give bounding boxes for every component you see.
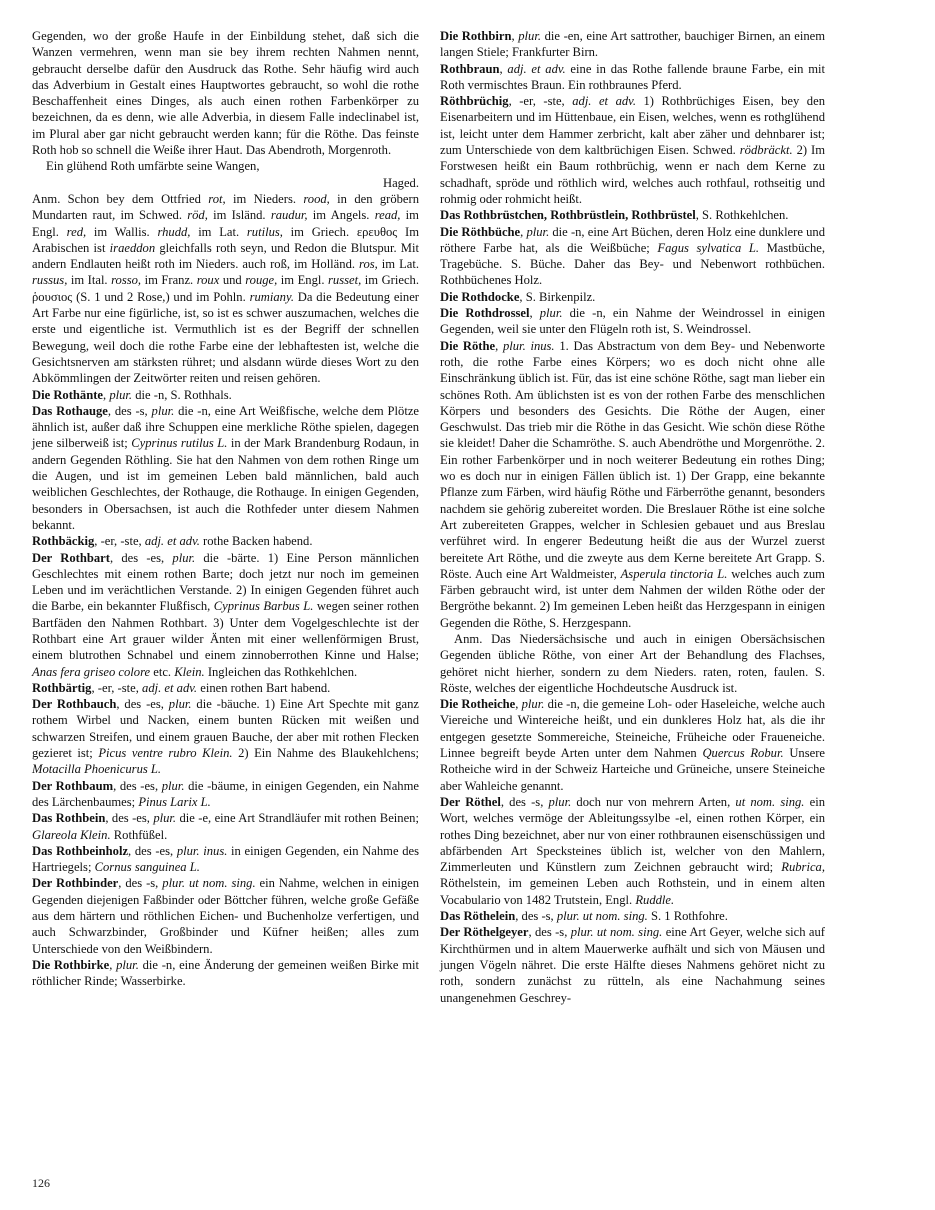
headword: Das Rothbeinholz <box>32 843 129 858</box>
headword: Das Rothauge <box>32 403 108 418</box>
headword: Das Rothbein <box>32 811 106 826</box>
headword: Das Röthelein <box>440 909 516 924</box>
entry-rothdrossel: Die Rothdrossel, plur. die -n, ein Nahme der Weindrossel in einigen Gegenden, weil sie unter den Flügeln roth ist, S. Weindrossel. <box>440 306 825 337</box>
entry-roethelein: Das Röthelein, des -s, plur. ut nom. sing. S. 1 Rothfohre. <box>440 909 728 924</box>
entry-rotheiche: Die Rotheiche, plur. die -n, die gemeine Loh- oder Haseleiche, welche auch Viereiche und Wintereiche heißt, und ein dunkleres Holz hat, als die ihr entgegen gesetzte Sommereiche, Steineiche, Früheiche oder Fraueneiche. Linnee begreift beyde Arten unter dem Nahmen Quercus Robur. Unsere Rotheiche wird in der Schweiz Harteiche und Grüneiche, unsere Steineiche aber Wahleiche genannt. <box>440 697 825 793</box>
headword: Die Rotheiche <box>440 697 516 712</box>
entry-rothbeinholz: Das Rothbeinholz, des -es, plur. inus. in einigen Gegenden, ein Nahme des Hartriegels; Cornus sanguinea L. <box>32 843 419 875</box>
entry-rothbirke: Die Rothbirke, plur. die -n, eine Änderung der gemeinen weißen Birke mit röthlicher Rinde; Wasserbirke. <box>32 957 420 989</box>
entry-rothauge: Das Rothauge, des -s, plur. die -n, eine Art Weißfische, welche dem Plötze ähnlich ist, außer daß ihre Schuppen eine merkliche Röthe spielen, dagegen jene silberweiß ist; Cyprinus rutilus L. in der Mark Brandenburg Rodaun, in andern Gegenden Röthling. Sie hat den Nahmen von dem rothen Ringe um die Augen, und ist im gemeinen Leben bald männlichen, bald auch weiblichen Geschlechtes, der Rothauge, die Rothauge. In einigen Gegenden, besonders in Obersachsen, ist auch die Rothfeder unter diesem Nahmen bekannt. <box>32 403 420 532</box>
headword: Die Röthe <box>440 338 496 353</box>
entry-rothdocke: Die Rothdocke, S. Birkenpilz. <box>440 289 596 304</box>
headword: Die Rothdocke <box>440 289 520 304</box>
headword: Der Röthel <box>440 794 501 809</box>
page-number: 126 <box>32 1176 50 1190</box>
left-column <box>32 28 419 990</box>
roth-continuation-paragraph: Gegenden, wo der große Haufe in der Einbildung stehet, daß sich die Wanzen vermehren, wenn man sie bey ihrem rechten Nahmen nennt, gebraucht derselbe dafür den Ausdruck das Rothe. Sehr häufig wird auch das Adverbium in Gestalt eines Hauptwortes gebraucht, so wohl die rothe Beschaffenheit eines Dinges, als auch einen rothen Farbenkörper zu bezeichnen, da es denn, wie alle Adverbia, in diesem Falle indeclinabel ist, im Plural aber gar nicht gebraucht werden kann; für die Röthe. Das feinste Roth hob so schnell die Weiße ihrer Haut. Das Abendroth, Morgenroth. <box>32 29 419 158</box>
right-column <box>440 28 825 1006</box>
entry-rothbaertig: Rothbärtig, -er, -ste, adj. et adv. einen rothen Bart habend. <box>32 680 331 695</box>
headword: Rothbärtig <box>32 680 92 695</box>
roethe-note: Anm. Das Niedersächsische und auch in einigen Obersächsischen Gegenden übliche Röthe, von einer Art der Behandlung des Flachses, gehöret nicht hierher, sondern zu dem Nieders. raten, roten, faulen. S. Röste, welches der eigentliche Hochdeutsche Ausdruck ist. <box>440 631 825 695</box>
entry-rothbinder: Der Rothbinder, des -s, plur. ut nom. sing. ein Nahme, welchen in einigen Gegenden diejenigen Faßbinder oder Böttcher führen, welche große Gefäße aus dem härtern und röthlichen Eichen- und Buchenholze verfertigen, und auch Schwarzbinder, Großbinder und Küfner heißen; alles zum Unterschiede von den Weißbindern. <box>32 876 420 956</box>
entry-rothbaeckig: Rothbäckig, -er, -ste, adj. et adv. rothe Backen habend. <box>32 534 313 549</box>
headword: Die Rothänte <box>32 387 104 402</box>
headword: Der Rothbaum <box>32 778 114 793</box>
entry-rothbruestchen: Das Rothbrüstchen, Rothbrüstlein, Rothbrüstel, S. Rothkehlchen. <box>440 208 789 223</box>
headword: Die Rothbirn <box>440 29 512 43</box>
headword: Die Rothdrossel <box>440 306 530 321</box>
headword: Die Rothbirke <box>32 957 110 972</box>
headword: Der Rothbauch <box>32 697 117 712</box>
entry-rothbruechig: Röthbrüchig, -er, -ste, adj. et adv. 1) Rothbrüchiges Eisen, bey den Eisenarbeitern und im Hüttenbaue, ein Eisen, welches, wenn es rothglühend ist, leicht unter dem Hammer zerbricht, kalt aber zäher und dehnbarer ist; zum Unterschiede von dem kaltbrüchigen Eisen. Schwed. rödbräckt. 2) Im Forstwesen heißt ein Baum rothbrüchig, wenn er nach dem Kerne zu schadhaft, spröde und röthlich wird, welches auch rothfaul, rothseitig und rohmig oder rohmicht heißt. <box>440 94 826 206</box>
entry-rothbart: Der Rothbart, des -es, plur. die -bärte. 1) Eine Person männlichen Geschlechtes mit einem rothen Barte; doch jetzt nur noch im gemeinen Leben und im verächtlichen Verstande. 2) In einigen Gegenden führet auch die Barbe, ein bekannter Flußfisch, Cyprinus Barbus L. wegen seiner rothen Bartfäden den Nahmen Rothbart. 3) Unter dem Vogelgeschlechte ist der Rothbart eine Art grauer wilder Änten mit einer wellenförmigen Brust, einem blutrothen Schnabel und einem zinnoberrothen Kinne und Halse; Anas fera griseo colore etc. Klein. Ingleichen das Rothkehlchen. <box>32 550 420 679</box>
entry-rothaente: Die Rothänte, plur. die -n, S. Rothhals. <box>32 387 232 402</box>
headword: Rothbäckig <box>32 534 95 549</box>
headword: Der Rothbinder <box>32 876 119 891</box>
quote-line: Ein glühend Roth umfärbte seine Wangen, <box>46 159 260 174</box>
headword: Das Rothbrüstchen, Rothbrüstlein, Rothbrüstel <box>440 208 696 223</box>
headword: Der Rothbart <box>32 550 110 565</box>
entry-rothbueche: Die Röthbüche, plur. die -n, eine Art Büchen, deren Holz eine dunklere und röthere Farbe hat, als die Weißbüche; Fagus sylvatica L. Mastbüche, Tragebüche. S. Büche. Daher das Bey- und Nebenwort rothbüchen. Rothbüchenes Holz. <box>440 224 825 288</box>
entry-rothbein: Das Rothbein, des -es, plur. die -e, eine Art Strandläufer mit rothen Beinen; Glareola Klein. Rothfüßel. <box>32 811 419 842</box>
entry-rothbraun: Rothbraun, adj. et adv. eine in das Rothe fallende braune Farbe, ein mit Roth vermischtes Braun. Ein rothbraunes Pferd. <box>440 61 825 92</box>
headword: Rothbraun <box>440 61 500 76</box>
roth-etymology-note: Anm. Schon bey dem Ottfried rot, im Nieders. rood, in den gröbern Mundarten raut, im Schwed. röd, im Isländ. raudur, im Angels. read, im Engl. red, im Wallis. rhudd, im Lat. rutilus, im Griech. ερευθος Im Arabischen ist iraeddon gleichfalls roth seyn, und Redon die Blutspur. Mit andern Endlauten heißt roth im Nieders. auch roß, im Holländ. ros, im Lat. russus, im Ital. rosso, im Franz. roux und rouge, im Engl. russet, im Griech. ῥουσιος (S. 1 und 2 Rose,) und im Pohln. rumiany. Da die Bedeutung einer Art Farbe nur eine figürliche, ist, so ist es schwer auszumachen, welches die erste und eigentliche ist. Vermuthlich ist es der Begriff der schnellen Bewegung, weil doch die rothe Farbe eine der lebhaftesten ist, welche die Gesichtsnerven am stärksten rühret; und alsdann würde dieses Wort zu den Abkömmlingen der Zeitwörter reiten und reisen gehören. <box>32 191 420 386</box>
entry-roethel: Der Röthel, des -s, plur. doch nur von mehrern Arten, ut nom. sing. ein Wort, welches vermöge der Ableitungssylbe -el, einen rothen Körper, ein rothes Ding bezeichnet, aber nur von einer rothbraunen eisenschüssigen und abfärbenden Art Specksteines üblich ist, welcher von den Mahlern, Zimmerleuten und Künstlern zum Zeichnen gebraucht wird; Rubrica, Röthelstein, im gemeinen Leben auch Rothstein, und in einem alten Vocabulario von 1482 Trutstein, Engl. Ruddle. <box>440 794 826 907</box>
entry-roethe: Die Röthe, plur. inus. 1. Das Abstractum von dem Bey- und Nebenworte roth, die rothe Farbe eines Körpers; wo es doch nicht ohne alle Einschränkung üblich ist. Für, das ist eine schöne Röthe, sagt man lieber ein schönes Roth. Am üblichsten ist es von der rothen Farbe des menschlichen Körpers und besonders des Gesichts. Die Röthe der Augen, einer Geschwulst. Das trieb mir die Röthe in das Gesicht. Wie schön diese Röthe sie kleidet! Daher die Schamröthe. S. auch Abendröthe und Morgenröthe. 2. Ein rother Farbenkörper und in noch weiterer Bedeutung ein rothes Ding; wo es doch nur in einigen Fällen üblich ist. 1) Der Grapp, eine bekannte Pflanze zum Färben, wird häufig Röthe und Färberröthe genannt, besonders nachdem sie gehörig zubereitet worden. Die Breslauer Röthe ist eine solche Art zubereiteten Grappes, welcher in Schlesien gebauet und aus Breslau verführet wird. In engerer Bedeutung heißt die aus der Wurzel zuerst bereitete Art Röthe, und die zweyte aus dem Kerne bereitete Art Grapp. S. Röste. Auch eine Art Waldmeister, Asperula tinctoria L. welches auch zum Färben gebraucht wird, ist unter dem Nahmen der wilden Röthe oder der Bergröthe bekannt. 2) Im gemeinen Leben heißt das Herzgespann in einigen Gegenden die Röthe, S. Herzgespann. <box>440 338 825 630</box>
headword: Der Röthelgeyer <box>440 925 529 940</box>
entry-rothbauch: Der Rothbauch, des -es, plur. die -bäuche. 1) Eine Art Spechte mit ganz rothem Wirbel und Nacken, einem bunten Rücken mit weißen und schwarzen Streifen, und einem grauen Bauche, der aber mit rothen Flecken gezieret ist; Picus ventre rubro Klein. 2) Ein Nahme des Blaukehlchens; Motacilla Phoenicurus L. <box>32 697 419 777</box>
entry-rothbirn: Die Rothbirn, plur. die -en, eine Art sattrother, bauchiger Birnen, an einem langen Stiele; Frankfurter Birn. <box>440 29 826 60</box>
headword: Röthbrüchig <box>440 94 509 109</box>
entry-roethelgeyer: Der Röthelgeyer, des -s, plur. ut nom. sing. eine Art Geyer, welche sich auf Kirchthürmen und in altem Mauerwerke aufhält und sich von Mäusen und jungen Vögeln nähret. Die erste Hälfte dieses Nahmens gehöret nicht zu roth, sondern zunächst zu rütteln, als eine Nachahmung seines unangenehmen Geschrey- <box>440 925 825 1005</box>
quote-author: Haged. <box>382 175 419 190</box>
entry-rothbaum: Der Rothbaum, des -es, plur. die -bäume, in einigen Gegenden, ein Nahme des Lärchenbaumes; Pinus Larix L. <box>32 778 419 809</box>
headword: Die Röthbüche <box>440 224 521 239</box>
